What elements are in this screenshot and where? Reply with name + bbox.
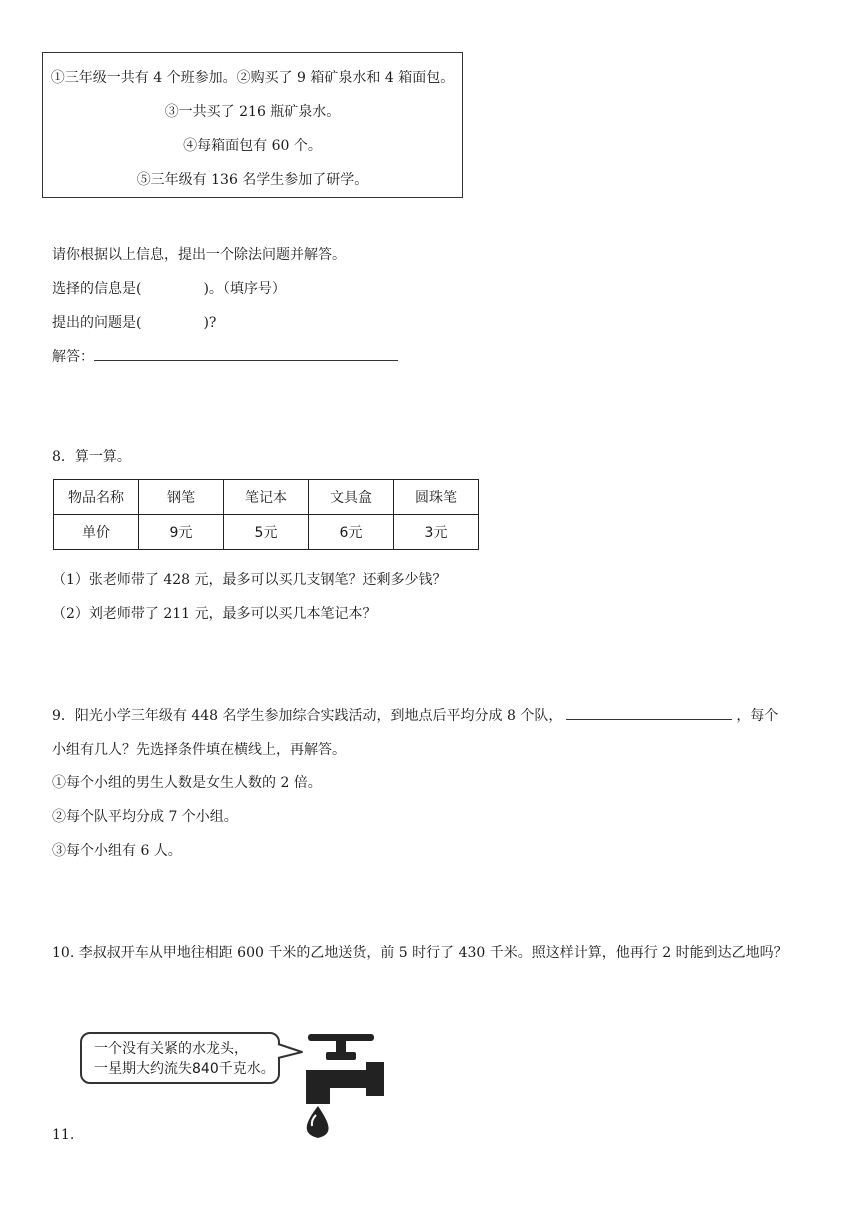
q7-select-line <box>52 278 286 298</box>
q9-line2: 小组有几人？先选择条件填在横线上，再解答。 <box>52 742 346 758</box>
q9-option-2: ②每个队平均分成 7 个小组。 <box>52 809 238 825</box>
table-row <box>54 515 479 550</box>
q7-answer-blank[interactable] <box>94 346 398 361</box>
q7-prompt: 请你根据以上信息，提出一个除法问题并解答。 <box>52 247 346 263</box>
q9-option-1: ①每个小组的男生人数是女生人数的 2 倍。 <box>52 775 322 791</box>
q7-answer-label: 解答： <box>52 349 94 365</box>
info-line-1: ①三年级一共有 4 个班参加。②购买了 9 箱矿泉水和 4 箱面包。 <box>50 70 455 86</box>
bubble-line-1: 一个没有关紧的水龙头， <box>94 1041 248 1057</box>
table-header-cell: 物品名称 <box>54 480 139 515</box>
bubble-line-2: 一星期大约流失840千克水。 <box>94 1061 275 1077</box>
table-cell: 3元 <box>394 515 479 550</box>
info-line-2: ③一共买了 216 瓶矿泉水。 <box>164 104 341 120</box>
info-box <box>42 52 463 198</box>
q9-condition-blank[interactable] <box>566 705 732 720</box>
table-header-cell: 钢笔 <box>139 480 224 515</box>
speech-bubble <box>80 1032 280 1084</box>
q8-title: 8．算一算。 <box>52 449 131 465</box>
q7-answer-line <box>52 346 398 366</box>
q9-line1-suffix: ，每个 <box>736 708 779 724</box>
info-line-3: ④每箱面包有 60 个。 <box>183 138 322 154</box>
table-cell: 5元 <box>224 515 309 550</box>
q10-text: 10. 李叔叔开车从甲地往相距 600 千米的乙地送货，前 5 时行了 430 千米。照这样计算，他再行 2 时能到达乙地吗？ <box>52 945 788 961</box>
table-header-row <box>54 480 479 515</box>
q7-question-prefix: 提出的问题是( <box>52 315 142 331</box>
q11-number: 11. <box>52 1127 75 1143</box>
q8-sub2: （2）刘老师带了 211 元，最多可以买几本笔记本？ <box>52 606 377 622</box>
q9-line1 <box>52 705 778 725</box>
table-cell: 单价 <box>54 515 139 550</box>
q9-option-3: ③每个小组有 6 人。 <box>52 843 182 859</box>
q7-select-suffix: )。（填序号） <box>203 281 286 297</box>
table-cell: 6元 <box>309 515 394 550</box>
table-header-cell: 圆珠笔 <box>394 480 479 515</box>
q8-sub1: （1）张老师带了 428 元，最多可以买几支钢笔？还剩多少钱？ <box>52 572 447 588</box>
q7-question-line <box>52 312 216 332</box>
table-header-cell: 文具盒 <box>309 480 394 515</box>
info-line-4: ⑤三年级有 136 名学生参加了研学。 <box>136 172 369 188</box>
q7-select-prefix: 选择的信息是( <box>52 281 142 297</box>
table-header-cell: 笔记本 <box>224 480 309 515</box>
table-cell: 9元 <box>139 515 224 550</box>
faucet-icon <box>296 1026 388 1142</box>
q9-line1-prefix: 9．阳光小学三年级有 448 名学生参加综合实践活动，到地点后平均分成 8 个队， <box>52 708 563 724</box>
price-table <box>53 479 479 550</box>
q7-question-suffix: )? <box>203 315 217 331</box>
